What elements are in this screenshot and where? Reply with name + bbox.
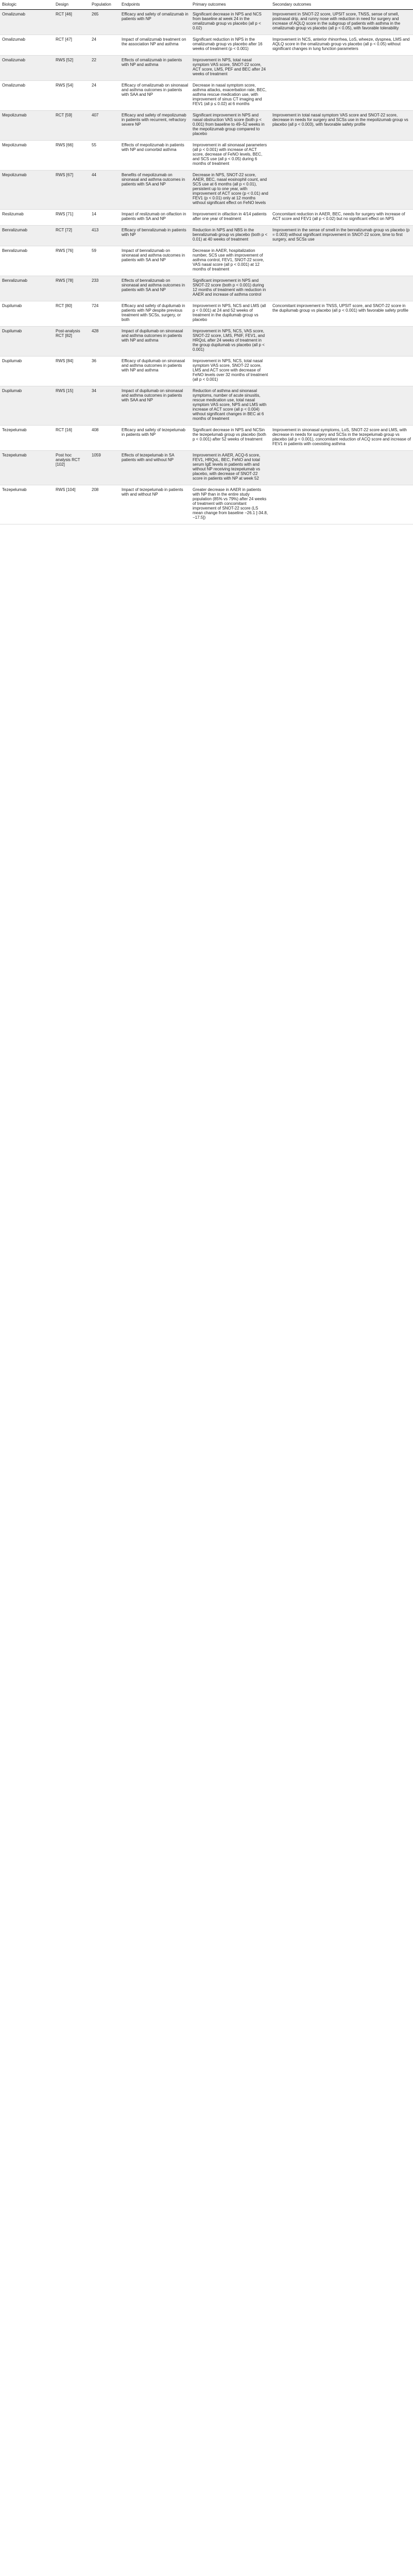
- primary-outcomes-cell: Reduction of asthma and sinonasal symptoms, number of acute sinusitis, rescue medication use, total nasal symptom VAS score, NPS and LMS with increase of ACT score (all p < 0.004) without significant changes in BEC at 6 months of treatment: [191, 386, 270, 426]
- table-row: [0, 276, 413, 301]
- population-cell: 407: [90, 111, 119, 141]
- biologic-cell: Omalizumab: [0, 81, 54, 111]
- secondary-outcomes-cell: [270, 56, 413, 81]
- primary-outcomes-cell: Significant decrease in NPS and NCSin the tezepelumab group vs placebo (both p < 0.001) after 52 weeks of treatment: [191, 426, 270, 451]
- secondary-outcomes-cell: [270, 141, 413, 171]
- population-cell: 24: [90, 81, 119, 111]
- biologic-cell: Benralizumab: [0, 226, 54, 246]
- population-cell: 233: [90, 276, 119, 301]
- table-row: [0, 451, 413, 485]
- primary-outcomes-cell: Improvement in NPS, NCS and LMS (all p < 0.001) at 24 and 52 weeks of treatment in the dupilumab group vs placebo: [191, 301, 270, 327]
- table-body: [0, 10, 413, 524]
- secondary-outcomes-cell: [270, 171, 413, 210]
- biologic-cell: Dupilumab: [0, 386, 54, 426]
- header-endpoints: Endpoints: [119, 0, 191, 10]
- population-cell: 59: [90, 246, 119, 276]
- table-row: [0, 111, 413, 141]
- header-population: Population: [90, 0, 119, 10]
- population-cell: 24: [90, 35, 119, 56]
- design-cell: RWS [54]: [54, 81, 90, 111]
- design-cell: RWS [71]: [54, 210, 90, 226]
- secondary-outcomes-cell: Improvement in SNOT-22 score, UPSIT score, TNSS, sense of smell, postnasal drip, and runny nose with reduction in need for surgery and increase of AQLQ score in the subgroup of patients with asthma in the omalizumab group vs placebo (all p < 0.05), with favorable tolerability: [270, 10, 413, 35]
- biologic-cell: Reslizumab: [0, 210, 54, 226]
- table-row: [0, 210, 413, 226]
- table-header: [0, 0, 413, 10]
- primary-outcomes-cell: Significant decrease in NPS and NCS from baseline at week 24 in the omalizumab group vs placebo (all p < 0.02): [191, 10, 270, 35]
- primary-outcomes-cell: Decrease in NPS, SNOT-22 score, AAER, BEC, nasal eosinophil count, and SCS use at 6 months (all p < 0.01), persistent up to one year, with improvement of ACT score (p < 0.01) and FEV1 (p < 0.01) only at 12 months without significant effect on FeNO levels: [191, 171, 270, 210]
- header-secondary-outcomes: Secondary outcomes: [270, 0, 413, 10]
- population-cell: 44: [90, 171, 119, 210]
- population-cell: 14: [90, 210, 119, 226]
- table-row: [0, 81, 413, 111]
- biologic-cell: Mepolizumab: [0, 141, 54, 171]
- design-cell: RWS [78]: [54, 276, 90, 301]
- biologic-cell: Dupilumab: [0, 301, 54, 327]
- primary-outcomes-cell: Reduction in NPS and NBS in the benralizumab group vs placebo (both p < 0.01) at 40 weeks of treatment: [191, 226, 270, 246]
- biologic-cell: Mepolizumab: [0, 171, 54, 210]
- secondary-outcomes-cell: [270, 357, 413, 386]
- design-cell: Post hoc analysis RCT [102]: [54, 451, 90, 485]
- secondary-outcomes-cell: [270, 246, 413, 276]
- secondary-outcomes-cell: Concomitant reduction in AAER, BEC, needs for surgery with increase of ACT score and FEV1 (all p < 0.02) but no significant effect on NPS: [270, 210, 413, 226]
- endpoints-cell: Impact of omalizumab treatment on the association NP and asthma: [119, 35, 191, 56]
- table-row: [0, 301, 413, 327]
- table-row: [0, 56, 413, 81]
- endpoints-cell: Effects of benralizumab on sinonasal and asthma outcomes in patients with SA and NP: [119, 276, 191, 301]
- population-cell: 408: [90, 426, 119, 451]
- endpoints-cell: Effects of tezepelumab in SA patients with and without NP: [119, 451, 191, 485]
- design-cell: RWS [67]: [54, 171, 90, 210]
- endpoints-cell: Impact of dupilumab on sinonasal and asthma outcomes in patients with NP and asthma: [119, 327, 191, 357]
- biologic-cell: Omalizumab: [0, 56, 54, 81]
- header-row: [0, 0, 413, 10]
- population-cell: 413: [90, 226, 119, 246]
- endpoints-cell: Efficacy and safety of mepolizumab in patients with recurrent, refractory severe NP: [119, 111, 191, 141]
- primary-outcomes-cell: Decrease in nasal symptom score, asthma attacks, exacerbation rate, BEC, asthma rescue medication use, with improvement of sinus CT imaging and FEV1 (all p ≤ 0.02) at 6 months: [191, 81, 270, 111]
- design-cell: RWS [76]: [54, 246, 90, 276]
- design-cell: RCT [80]: [54, 301, 90, 327]
- primary-outcomes-cell: Improvement in olfaction in 4/14 patients after one year of treatment: [191, 210, 270, 226]
- primary-outcomes-cell: Significant improvement in NPS and SNOT-22 score (both p < 0.001) during 12 months of treatment with reduction in AAER and increase of asthma control: [191, 276, 270, 301]
- design-cell: RWS [66]: [54, 141, 90, 171]
- population-cell: 22: [90, 56, 119, 81]
- primary-outcomes-cell: Improvement in AAER, ACQ-6 score, FEV1, HRQoL, BEC, FeNO and total serum IgE levels in patients with and without NP receiving tezepelumab vs placebo, with decrease of SNOT-22 score in patients with NP at week 52: [191, 451, 270, 485]
- endpoints-cell: Efficacy and safety of omalizumab in patients with NP: [119, 10, 191, 35]
- population-cell: 55: [90, 141, 119, 171]
- primary-outcomes-cell: Improvement in all sinonasal parameters (all p < 0.001) with increase of ACT score, decrease of FeNO levels, BEC, and SCS use (all p < 0.05) during 6 months of treatment: [191, 141, 270, 171]
- biologic-cell: Tezepelumab: [0, 451, 54, 485]
- secondary-outcomes-cell: Improvement in sinonasal symptoms, LoS, SNOT-22 score and LMS, with decrease in needs for surgery and SCSs in the tezepelumab group vs placebo (all p < 0.001), concomitant reduction of ACQ score and increase of FEV1 in patients with coexisting asthma: [270, 426, 413, 451]
- endpoints-cell: Efficacy of dupilumab on sinonasal and asthma outcomes in patients with NP and asthma: [119, 357, 191, 386]
- table-row: [0, 246, 413, 276]
- primary-outcomes-cell: Improvement in NPS, NCS, total nasal symptom VAS score, SNOT-22 score, LMS and ACT score with decrease of FeNO levels over 32 months of treatment (all p < 0.001): [191, 357, 270, 386]
- secondary-outcomes-cell: [270, 386, 413, 426]
- table-row: [0, 171, 413, 210]
- endpoints-cell: Efficacy and safety of dupilumab in patients with NP despite previous treatment with SCSs, surgery, or both: [119, 301, 191, 327]
- biologic-cell: Benralizumab: [0, 246, 54, 276]
- biologic-cell: Dupilumab: [0, 357, 54, 386]
- endpoints-cell: Effects of omalizumab in patients with NP and asthma: [119, 56, 191, 81]
- secondary-outcomes-cell: Improvement in NCS, anterior rhinorrhea, LoS, wheeze, dyspnea, LMS and AQLQ score in the omalizumab group vs placebo (all p < 0.05) without significant changes in lung function parameters: [270, 35, 413, 56]
- design-cell: RCT [16]: [54, 426, 90, 451]
- clinical-studies-table: [0, 0, 413, 524]
- population-cell: 1059: [90, 451, 119, 485]
- design-cell: RWS [52]: [54, 56, 90, 81]
- secondary-outcomes-cell: [270, 81, 413, 111]
- secondary-outcomes-cell: Concomitant improvement in TNSS, UPSIT score, and SNOT-22 score in the dupilumab group vs placebo (all p < 0.001) with favorable safety profile: [270, 301, 413, 327]
- population-cell: 265: [90, 10, 119, 35]
- biologic-cell: Omalizumab: [0, 10, 54, 35]
- secondary-outcomes-cell: Improvement in total nasal symptom VAS score and SNOT-22 score, decrease in needs for surgery and SCSs use in the mepolizumab group vs placebo (all p < 0.003), with favorable safety profile: [270, 111, 413, 141]
- header-primary-outcomes: Primary outcomes: [191, 0, 270, 10]
- biologic-cell: Dupilumab: [0, 327, 54, 357]
- design-cell: Post-analysis RCT [82]: [54, 327, 90, 357]
- endpoints-cell: Effects of mepolizumab in patients with NP and comorbid asthma: [119, 141, 191, 171]
- secondary-outcomes-cell: [270, 276, 413, 301]
- primary-outcomes-cell: Greater decrease in AAER in patients with NP than in the entire study population (85% vs 79%) after 24 weeks of treatment with concomitant improvement of SNOT-22 score (LS mean change from baseline −26.1 [-34.8, −17.5]): [191, 485, 270, 524]
- header-biologic: Biologic: [0, 0, 54, 10]
- endpoints-cell: Efficacy of omalizumab on sinonasal and asthma outcomes in patients with SAA and NP: [119, 81, 191, 111]
- design-cell: RCT [59]: [54, 111, 90, 141]
- endpoints-cell: Efficacy of benralizumab in patients with NP: [119, 226, 191, 246]
- secondary-outcomes-cell: Improvement in the sense of smell in the benralizumab group vs placebo (p = 0.003) without significant improvement in SNOT-22 score, time to first surgery, and SCSs use: [270, 226, 413, 246]
- biologic-cell: Tezepelumab: [0, 485, 54, 524]
- population-cell: 36: [90, 357, 119, 386]
- biologic-cell: Tezepelumab: [0, 426, 54, 451]
- population-cell: 34: [90, 386, 119, 426]
- secondary-outcomes-cell: [270, 327, 413, 357]
- primary-outcomes-cell: Decrease in AAER, hospitalization number, SCS use with improvement of asthma control, FEV1, SNOT-22 score, VAS nasal score (all p < 0.001) at 12 months of treatment: [191, 246, 270, 276]
- design-cell: RWS [104]: [54, 485, 90, 524]
- table-row: [0, 386, 413, 426]
- design-cell: RCT [46]: [54, 10, 90, 35]
- population-cell: 428: [90, 327, 119, 357]
- primary-outcomes-cell: Significant reduction in NPS in the omalizumab group vs placebo after 16 weeks of treatment (p < 0.001): [191, 35, 270, 56]
- design-cell: RWS [15]: [54, 386, 90, 426]
- table-row: [0, 141, 413, 171]
- primary-outcomes-cell: Improvement in NPS, total nasal symptom VAS score, SNOT-22 score, ACT score, LMS, PEF and BEC after 24 weeks of treatment: [191, 56, 270, 81]
- header-design: Design: [54, 0, 90, 10]
- table-row: [0, 10, 413, 35]
- table-row: [0, 226, 413, 246]
- table-row: [0, 426, 413, 451]
- primary-outcomes-cell: Significant improvement in NPS and nasal obstruction VAS score (both p < 0.001) from baseline to 49–52 weeks in the mepolizumab group compared to placebo: [191, 111, 270, 141]
- population-cell: 724: [90, 301, 119, 327]
- endpoints-cell: Impact of tezepelumab in patients with and without NP: [119, 485, 191, 524]
- population-cell: 208: [90, 485, 119, 524]
- endpoints-cell: Efficacy and safety of tezepelumab in patients with NP: [119, 426, 191, 451]
- design-cell: RCT [47]: [54, 35, 90, 56]
- table-row: [0, 327, 413, 357]
- endpoints-cell: Impact of benralizumab on sinonasal and asthma outcomes in patients with SA and NP: [119, 246, 191, 276]
- design-cell: RCT [72]: [54, 226, 90, 246]
- biologic-cell: Omalizumab: [0, 35, 54, 56]
- biologic-cell: Mepolizumab: [0, 111, 54, 141]
- table-row: [0, 357, 413, 386]
- endpoints-cell: Impact of dupilumab on sinonasal and asthma outcomes in patients with SAA and NP: [119, 386, 191, 426]
- design-cell: RWS [84]: [54, 357, 90, 386]
- secondary-outcomes-cell: [270, 451, 413, 485]
- table-row: [0, 485, 413, 524]
- endpoints-cell: Benefits of mepolizumab on sinonasal and asthma outcomes in patients with SA and NP: [119, 171, 191, 210]
- endpoints-cell: Impact of reslizumab on olfaction in patients with SA and NP: [119, 210, 191, 226]
- table-row: [0, 35, 413, 56]
- secondary-outcomes-cell: [270, 485, 413, 524]
- primary-outcomes-cell: Improvement in NPS, NCS, VAS score, SNOT-22 score, LMS, PNIF, FEV1, and HRQoL after 24 weeks of treatment in the group dupilumab vs placebo (all p < 0.001): [191, 327, 270, 357]
- biologic-cell: Benralizumab: [0, 276, 54, 301]
